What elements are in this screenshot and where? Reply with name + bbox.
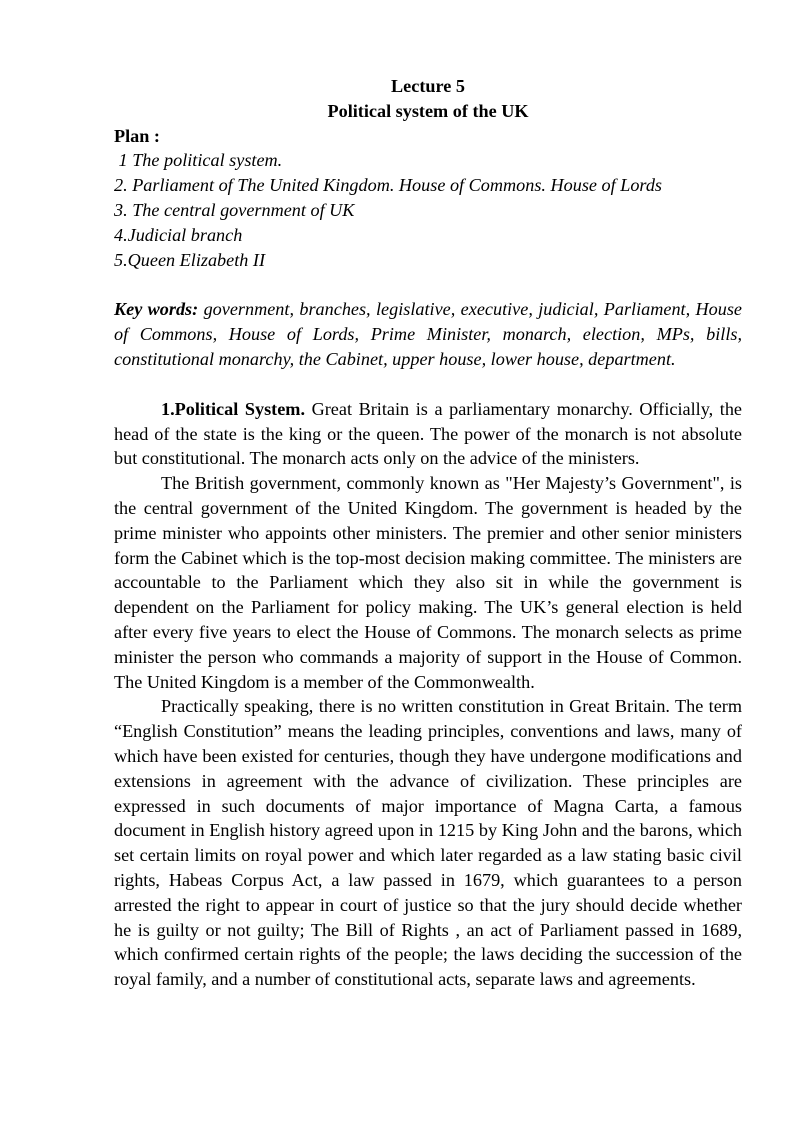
section-paragraph: The British government, commonly known as "Her Majesty’s Government", is the central government of the United Kingdom. The government is headed by the prime minister who appoints other ministers. The premier and other senior ministers form the Cabinet which is the top-most decision making committee. The ministers are accountable to the Parliament which they also sit in while the government is dependent on the Parliament for policy making. The UK’s general election is held after every five years to elect the House of Commons. The monarch selects as prime minister the person who commands a majority of support in the House of Common. The United Kingdom is a member of the Commonwealth.: [114, 473, 742, 692]
document-page: [114, 74, 742, 992]
page-title: Political system of the UK: [327, 100, 529, 121]
plan-item: 4.Judicial branch: [114, 224, 243, 245]
plan-list: [114, 148, 742, 272]
plan-item: 5.Queen Elizabeth II: [114, 249, 266, 270]
paragraph-text: Great Britain is a parliamentary monarchy. Officially, the head of the state is the king or the queen. The power of the monarch is not absolute but constitutional. The monarch acts only on the advice of the ministers.: [114, 398, 742, 469]
plan-item: 3. The central government of UK: [114, 199, 355, 220]
plan-heading: Plan :: [114, 125, 160, 146]
lecture-number: Lecture 5: [391, 76, 465, 96]
plan-item: 1 The political system.: [114, 150, 283, 171]
key-words: [114, 297, 742, 371]
key-words-label: Key words:: [114, 299, 199, 320]
section-paragraph: [114, 397, 742, 471]
key-words-text: government, branches, legislative, executive, judicial, Parliament, House of Commons, House of Lords, Prime Minister, monarch, election, MPs, bills, constitutional monarchy, the Cabinet, upper house, lower house, department.: [114, 299, 742, 369]
section-heading: 1.Political System.: [161, 398, 305, 419]
plan-item: 2. Parliament of The United Kingdom. House of Commons. House of Lords: [114, 175, 662, 196]
section-paragraph: Practically speaking, there is no written constitution in Great Britain. The term “English Constitution” means the leading principles, conventions and laws, many of which have been existed for centuries, though they have undergone modifications and extensions in agreement with the advance of civilization. These principles are expressed in such documents of major importance of Magna Carta, a famous document in English history agreed upon in 1215 by King John and the barons, which set certain limits on royal power and which later regarded as a law stating basic civil rights, Habeas Corpus Act, a law passed in 1679, which guarantees to a person arrested the right to appear in court of justice so that the jury should decide whether he is guilty or not guilty; The Bill of Rights , an act of Parliament passed in 1689, which confirmed certain rights of the people; the laws deciding the succession of the royal family, and a number of constitutional acts, separate laws and agreements.: [114, 696, 742, 990]
